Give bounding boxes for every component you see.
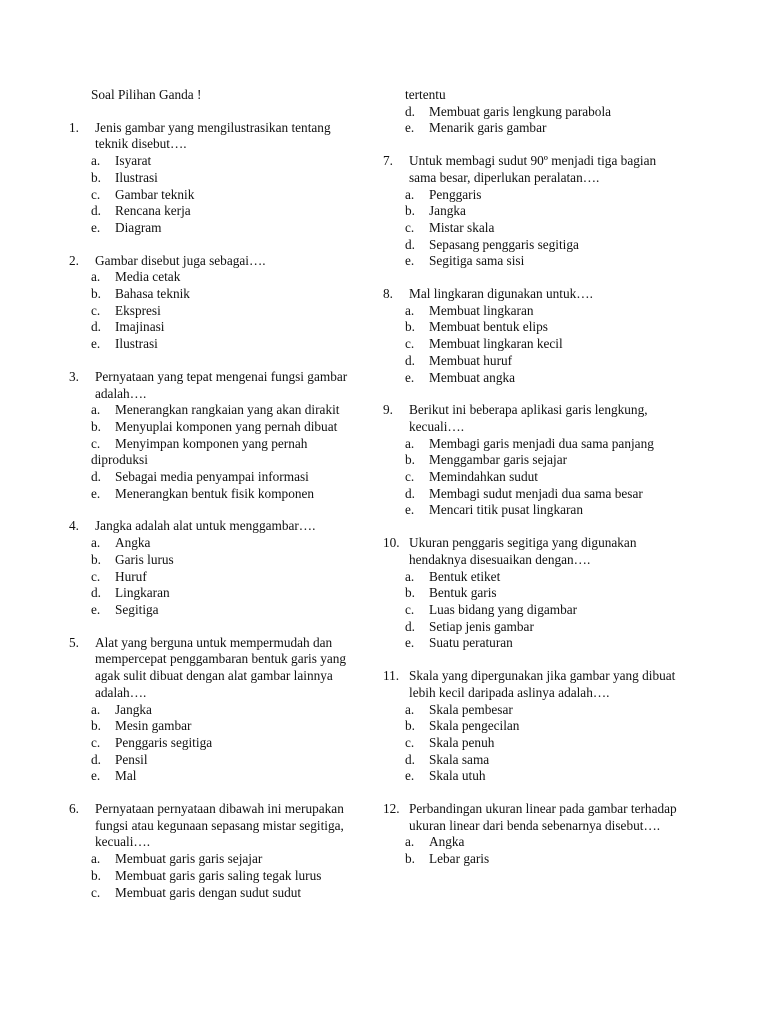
option-letter: d. bbox=[91, 469, 101, 485]
option-text: Mistar skala bbox=[429, 219, 495, 235]
option-text: Skala penuh bbox=[429, 734, 495, 750]
question-item bbox=[383, 668, 683, 785]
question-item bbox=[383, 286, 683, 386]
option-letter: e. bbox=[91, 336, 101, 352]
option-letter: e. bbox=[405, 369, 415, 385]
option-letter: c. bbox=[405, 336, 415, 352]
option-text: Bahasa teknik bbox=[115, 286, 190, 302]
option-text: Menyuplai komponen yang pernah dibuat bbox=[115, 418, 338, 434]
option-text: Pensil bbox=[115, 751, 148, 767]
question-text: Pernyataan pernyataan dibawah ini merupakan fungsi atau kegunaan sepasang mistar segitiga, kecuali…. bbox=[95, 801, 344, 850]
question-stem bbox=[69, 518, 359, 535]
question-text: Perbandingan ukuran linear pada gambar terhadap ukuran linear dari benda sebenarnya disebut…. bbox=[409, 801, 677, 833]
option-item bbox=[91, 768, 359, 785]
option-letter: d. bbox=[405, 485, 415, 501]
right-column bbox=[383, 87, 683, 884]
left-question-list bbox=[69, 120, 359, 902]
option-item bbox=[405, 585, 683, 602]
option-item bbox=[405, 851, 683, 868]
option-text: Ilustrasi bbox=[115, 169, 158, 185]
option-item bbox=[405, 619, 683, 636]
option-item bbox=[91, 220, 359, 237]
option-item bbox=[91, 436, 359, 469]
option-text: Setiap jenis gambar bbox=[429, 618, 534, 634]
option-letter: a. bbox=[405, 568, 415, 584]
option-item bbox=[91, 569, 359, 586]
question-number: 7. bbox=[383, 153, 393, 169]
option-item bbox=[405, 220, 683, 237]
option-letter: c. bbox=[91, 734, 101, 750]
option-item bbox=[91, 303, 359, 320]
question-text: Skala yang dipergunakan jika gambar yang dibuat lebih kecil daripada aslinya adalah…. bbox=[409, 668, 676, 700]
option-item bbox=[91, 718, 359, 735]
question-text: Untuk membagi sudut 90º menjadi tiga bagian sama besar, diperlukan peralatan…. bbox=[409, 153, 657, 185]
option-text: Membagi sudut menjadi dua sama besar bbox=[429, 485, 643, 501]
question-text: Alat yang berguna untuk mempermudah dan mempercepat penggambaran bentuk garis yang agak sulit dibuat dengan alat gambar lainnya adalah…. bbox=[95, 634, 347, 700]
question-stem bbox=[383, 801, 683, 834]
option-item bbox=[91, 535, 359, 552]
option-list bbox=[91, 535, 359, 619]
option-item bbox=[91, 602, 359, 619]
option-letter: a. bbox=[91, 701, 101, 717]
option-text: Membuat angka bbox=[429, 369, 516, 385]
option-list bbox=[91, 402, 359, 502]
option-letter: e. bbox=[405, 768, 415, 784]
question-item bbox=[383, 153, 683, 270]
question-stem bbox=[383, 668, 683, 701]
option-item bbox=[405, 203, 683, 220]
question-stem bbox=[69, 369, 359, 402]
option-list bbox=[405, 702, 683, 786]
option-list bbox=[91, 851, 359, 901]
option-text: Bentuk garis bbox=[429, 585, 497, 601]
option-letter: d. bbox=[405, 618, 415, 634]
question-stem bbox=[383, 535, 683, 568]
option-letter: c. bbox=[405, 469, 415, 485]
option-item bbox=[91, 585, 359, 602]
option-text: Media cetak bbox=[115, 269, 181, 285]
option-letter: b. bbox=[91, 867, 101, 883]
option-letter: e. bbox=[405, 120, 415, 136]
option-list bbox=[91, 153, 359, 237]
option-letter: d. bbox=[405, 751, 415, 767]
question-item bbox=[69, 369, 359, 503]
option-text: Skala sama bbox=[429, 751, 490, 767]
option-text: Diagram bbox=[115, 219, 162, 235]
option-text: Jangka bbox=[115, 701, 152, 717]
option-item bbox=[405, 303, 683, 320]
option-text: Skala pengecilan bbox=[429, 718, 520, 734]
option-item bbox=[405, 718, 683, 735]
option-item bbox=[405, 253, 683, 270]
option-letter: b. bbox=[91, 551, 101, 567]
question-text: Berikut ini beberapa aplikasi garis lengkung, kecuali…. bbox=[409, 402, 648, 434]
question-number: 10. bbox=[383, 535, 400, 551]
option-item bbox=[91, 552, 359, 569]
page-title: Soal Pilihan Ganda ! bbox=[91, 87, 202, 102]
question-stem bbox=[383, 286, 683, 303]
question-text: Jenis gambar yang mengilustrasikan tentang teknik disebut…. bbox=[95, 119, 331, 152]
question-number: 4. bbox=[69, 518, 79, 534]
option-item bbox=[405, 702, 683, 719]
option-text: Membuat lingkaran kecil bbox=[429, 336, 563, 352]
option-letter: b. bbox=[91, 418, 101, 434]
option-letter: c. bbox=[91, 568, 101, 584]
question-item bbox=[69, 801, 359, 901]
option-letter: b. bbox=[405, 203, 415, 219]
option-item bbox=[91, 469, 359, 486]
option-text: Membagi garis menjadi dua sama panjang bbox=[429, 435, 654, 451]
option-text: Ilustrasi bbox=[115, 336, 158, 352]
option-letter: b. bbox=[91, 169, 101, 185]
option-letter: b. bbox=[91, 718, 101, 734]
option-item bbox=[91, 752, 359, 769]
option-text: Menyimpan komponen yang pernah diproduksi bbox=[91, 435, 308, 468]
option-letter: d. bbox=[91, 203, 101, 219]
left-column bbox=[69, 87, 359, 917]
option-letter: e. bbox=[91, 485, 101, 501]
option-list bbox=[91, 269, 359, 353]
option-text: Sepasang penggaris segitiga bbox=[429, 236, 579, 252]
option-text: Menerangkan rangkaian yang akan dirakit bbox=[115, 402, 340, 418]
option-text: Memindahkan sudut bbox=[429, 469, 538, 485]
option-item bbox=[91, 170, 359, 187]
option-letter: c. bbox=[91, 884, 101, 900]
option-letter: e. bbox=[91, 219, 101, 235]
option-item bbox=[405, 834, 683, 851]
option-letter: a. bbox=[91, 269, 101, 285]
option-text: Skala pembesar bbox=[429, 701, 513, 717]
option-letter: d. bbox=[91, 585, 101, 601]
option-list bbox=[405, 834, 683, 867]
option-text: Penggaris bbox=[429, 186, 482, 202]
option-item bbox=[405, 319, 683, 336]
option-item bbox=[91, 868, 359, 885]
option-letter: d. bbox=[405, 236, 415, 252]
option-letter: a. bbox=[91, 535, 101, 551]
option-item bbox=[91, 203, 359, 220]
option-list bbox=[91, 702, 359, 786]
option-text: Lingkaran bbox=[115, 585, 170, 601]
option-letter: c. bbox=[91, 302, 101, 318]
continued-option-text: tertentu bbox=[405, 87, 446, 102]
option-text: Membuat lingkaran bbox=[429, 302, 534, 318]
option-item bbox=[405, 502, 683, 519]
question-item bbox=[69, 635, 359, 785]
option-text: Membuat garis garis saling tegak lurus bbox=[115, 867, 322, 883]
option-text: Membuat garis lengkung parabola bbox=[429, 103, 612, 119]
option-letter: e. bbox=[405, 253, 415, 269]
option-item bbox=[405, 752, 683, 769]
option-item bbox=[405, 353, 683, 370]
question-number: 1. bbox=[69, 119, 79, 135]
option-text: Membuat garis dengan sudut sudut bbox=[115, 884, 302, 900]
option-item bbox=[405, 237, 683, 254]
option-letter: e. bbox=[405, 502, 415, 518]
option-letter: e. bbox=[405, 635, 415, 651]
option-item bbox=[405, 120, 683, 137]
question-stem bbox=[69, 120, 359, 153]
option-letter: a. bbox=[405, 701, 415, 717]
option-text: Menarik garis gambar bbox=[429, 120, 547, 136]
option-item bbox=[91, 419, 359, 436]
question-text: Gambar disebut juga sebagai…. bbox=[95, 252, 266, 268]
question-number: 8. bbox=[383, 286, 393, 302]
option-item bbox=[91, 735, 359, 752]
option-item bbox=[405, 187, 683, 204]
question-text: Jangka adalah alat untuk menggambar…. bbox=[95, 518, 316, 534]
question-item bbox=[383, 535, 683, 652]
question-number: 2. bbox=[69, 252, 79, 268]
option-text: Penggaris segitiga bbox=[115, 734, 213, 750]
question-number: 11. bbox=[383, 668, 400, 684]
option-text: Lebar garis bbox=[429, 851, 490, 867]
option-letter: b. bbox=[405, 585, 415, 601]
option-letter: b. bbox=[405, 851, 415, 867]
continued-options bbox=[405, 104, 683, 137]
option-letter: b. bbox=[91, 286, 101, 302]
option-letter: a. bbox=[91, 851, 101, 867]
question-number: 9. bbox=[383, 402, 393, 418]
option-letter: e. bbox=[91, 768, 101, 784]
option-text: Angka bbox=[115, 535, 151, 551]
option-text: Membuat huruf bbox=[429, 352, 513, 368]
option-list bbox=[405, 187, 683, 271]
option-text: Ekspresi bbox=[115, 302, 161, 318]
option-text: Mal bbox=[115, 768, 137, 784]
question-number: 6. bbox=[69, 801, 79, 817]
option-item bbox=[91, 286, 359, 303]
option-text: Luas bidang yang digambar bbox=[429, 601, 578, 617]
option-text: Segitiga sama sisi bbox=[429, 253, 525, 269]
option-text: Imajinasi bbox=[115, 319, 165, 335]
option-letter: b. bbox=[405, 452, 415, 468]
option-item bbox=[91, 885, 359, 902]
option-letter: b. bbox=[405, 319, 415, 335]
option-list bbox=[405, 303, 683, 387]
option-text: Menerangkan bentuk fisik komponen bbox=[115, 485, 315, 501]
option-item bbox=[405, 735, 683, 752]
option-item bbox=[405, 436, 683, 453]
option-item bbox=[91, 851, 359, 868]
option-letter: b. bbox=[405, 718, 415, 734]
option-text: Segitiga bbox=[115, 601, 159, 617]
option-item bbox=[405, 469, 683, 486]
question-item bbox=[69, 253, 359, 353]
option-text: Mesin gambar bbox=[115, 718, 192, 734]
option-text: Bentuk etiket bbox=[429, 568, 501, 584]
option-text: Angka bbox=[429, 834, 465, 850]
option-item bbox=[405, 452, 683, 469]
option-text: Garis lurus bbox=[115, 551, 174, 567]
option-text: Gambar teknik bbox=[115, 186, 195, 202]
question-stem bbox=[383, 402, 683, 435]
option-letter: c. bbox=[91, 186, 101, 202]
option-letter: a. bbox=[405, 302, 415, 318]
option-text: Huruf bbox=[115, 568, 147, 584]
question-text: Ukuran penggaris segitiga yang digunakan hendaknya disesuaikan dengan…. bbox=[409, 535, 637, 567]
option-text: Mencari titik pusat lingkaran bbox=[429, 502, 583, 518]
option-letter: c. bbox=[405, 601, 415, 617]
option-letter: a. bbox=[405, 186, 415, 202]
option-text: Membuat garis garis sejajar bbox=[115, 851, 263, 867]
option-item bbox=[91, 336, 359, 353]
option-item bbox=[91, 402, 359, 419]
option-item bbox=[405, 336, 683, 353]
question-stem bbox=[69, 801, 359, 851]
option-text: Skala utuh bbox=[429, 768, 486, 784]
option-text: Membuat bentuk elips bbox=[429, 319, 548, 335]
option-letter: a. bbox=[405, 834, 415, 850]
question-item bbox=[69, 518, 359, 618]
question-number: 12. bbox=[383, 801, 400, 817]
option-list bbox=[405, 569, 683, 653]
option-item bbox=[91, 702, 359, 719]
option-item bbox=[405, 768, 683, 785]
option-item bbox=[91, 153, 359, 170]
option-letter: d. bbox=[91, 319, 101, 335]
option-item bbox=[405, 486, 683, 503]
question-item bbox=[383, 402, 683, 519]
option-item bbox=[405, 104, 683, 121]
question-number: 5. bbox=[69, 634, 79, 650]
option-text: Suatu peraturan bbox=[429, 635, 513, 651]
option-letter: c. bbox=[405, 734, 415, 750]
option-letter: d. bbox=[405, 103, 415, 119]
option-item bbox=[405, 635, 683, 652]
question-stem bbox=[69, 253, 359, 270]
option-text: Menggambar garis sejajar bbox=[429, 452, 568, 468]
option-letter: a. bbox=[91, 402, 101, 418]
option-letter: e. bbox=[91, 601, 101, 617]
option-item bbox=[405, 370, 683, 387]
question-text: Mal lingkaran digunakan untuk…. bbox=[409, 286, 593, 302]
question-number: 3. bbox=[69, 368, 79, 384]
option-item bbox=[91, 486, 359, 503]
option-item bbox=[405, 569, 683, 586]
option-text: Isyarat bbox=[115, 153, 152, 169]
option-letter: c. bbox=[91, 435, 101, 451]
option-item bbox=[405, 602, 683, 619]
option-text: Rencana kerja bbox=[115, 203, 191, 219]
option-item bbox=[91, 319, 359, 336]
question-item bbox=[383, 801, 683, 868]
option-letter: a. bbox=[91, 153, 101, 169]
option-text: Jangka bbox=[429, 203, 466, 219]
question-item bbox=[69, 120, 359, 237]
option-letter: d. bbox=[91, 751, 101, 767]
question-stem bbox=[69, 635, 359, 702]
option-item bbox=[91, 269, 359, 286]
option-text: Sebagai media penyampai informasi bbox=[115, 469, 309, 485]
option-list bbox=[405, 436, 683, 520]
option-item bbox=[91, 187, 359, 204]
option-letter: a. bbox=[405, 435, 415, 451]
right-question-list bbox=[383, 153, 683, 868]
question-stem bbox=[383, 153, 683, 186]
option-letter: d. bbox=[405, 352, 415, 368]
option-letter: c. bbox=[405, 219, 415, 235]
question-text: Pernyataan yang tepat mengenai fungsi gambar adalah…. bbox=[95, 368, 348, 401]
